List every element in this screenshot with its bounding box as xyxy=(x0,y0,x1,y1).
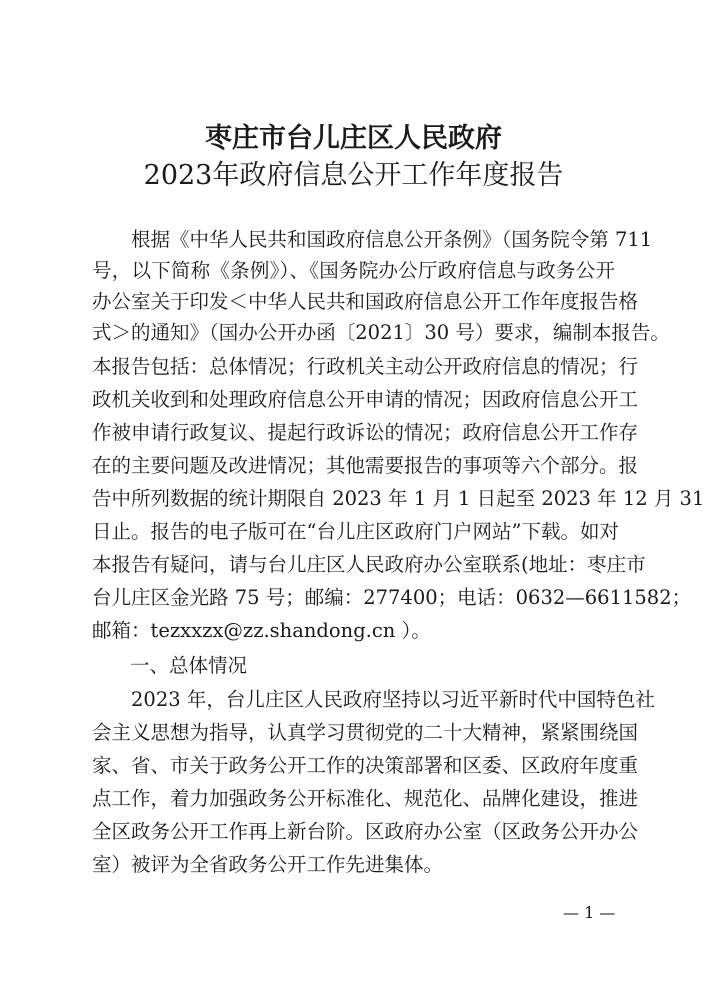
intro-line: 号，以下简称《条例》）、《国务院办公厅政府信息与政务公开 xyxy=(92,259,615,282)
intro-line: 根据《中华人民共和国政府信息公开条例》（国务院令第 711 xyxy=(92,228,653,251)
intro-line: 台儿庄区金光路 75 号；邮编：277400；电话：0632—6611582； xyxy=(92,586,692,609)
intro-line: 式＞的通知》（国办公开办函〔2021〕30 号）要求，编制本报告。 xyxy=(92,321,670,344)
intro-line: 政机关收到和处理政府信息公开申请的情况；因政府信息公开工 xyxy=(92,388,639,411)
section1-line: 室）被评为全省政务公开工作先进集体。 xyxy=(92,853,444,876)
intro-line: 作被申请行政复议、提起行政诉讼的情况；政府信息公开工作存 xyxy=(92,421,639,444)
section1-line: 会主义思想为指导，认真学习贯彻党的二十大精神，紧紧围绕国 xyxy=(92,721,639,744)
intro-line: 在的主要问题及改进情况；其他需要报告的事项等六个部分。报 xyxy=(92,454,639,477)
intro-line: 邮箱：tezxxzx@zz.shandong.cn ）。 xyxy=(92,619,431,642)
section1-line: 全区政务公开工作再上新台阶。区政府办公室（区政务公开办公 xyxy=(92,820,639,843)
document-title-line1: 枣庄市台儿庄区人民政府 xyxy=(205,123,502,154)
section1-line: 2023 年，台儿庄区人民政府坚持以习近平新时代中国特色社 xyxy=(92,688,655,711)
section1-line: 家、省、市关于政务公开工作的决策部署和区委、区政府年度重 xyxy=(92,754,639,777)
intro-line: 告中所列数据的统计期限自 2023 年 1 月 1 日起至 2023 年 12 月 31 xyxy=(92,487,705,510)
intro-line: 本报告有疑问，请与台儿庄区人民政府办公室联系(地址：枣庄市 xyxy=(92,553,646,576)
page-number: — 1 — xyxy=(563,903,616,922)
intro-line: 本报告包括：总体情况；行政机关主动公开政府信息的情况；行 xyxy=(92,355,639,378)
section1-line: 点工作，着力加强政务公开标准化、规范化、品牌化建设，推进 xyxy=(92,787,639,810)
intro-line: 日止。报告的电子版可在“台儿庄区政府门户网站”下载。如对 xyxy=(92,520,619,543)
document-title-line2: 2023年政府信息公开工作年度报告 xyxy=(143,160,564,191)
section-heading: 一、总体情况 xyxy=(130,654,248,677)
intro-line: 办公室关于印发＜中华人民共和国政府信息公开工作年度报告格 xyxy=(92,290,639,313)
